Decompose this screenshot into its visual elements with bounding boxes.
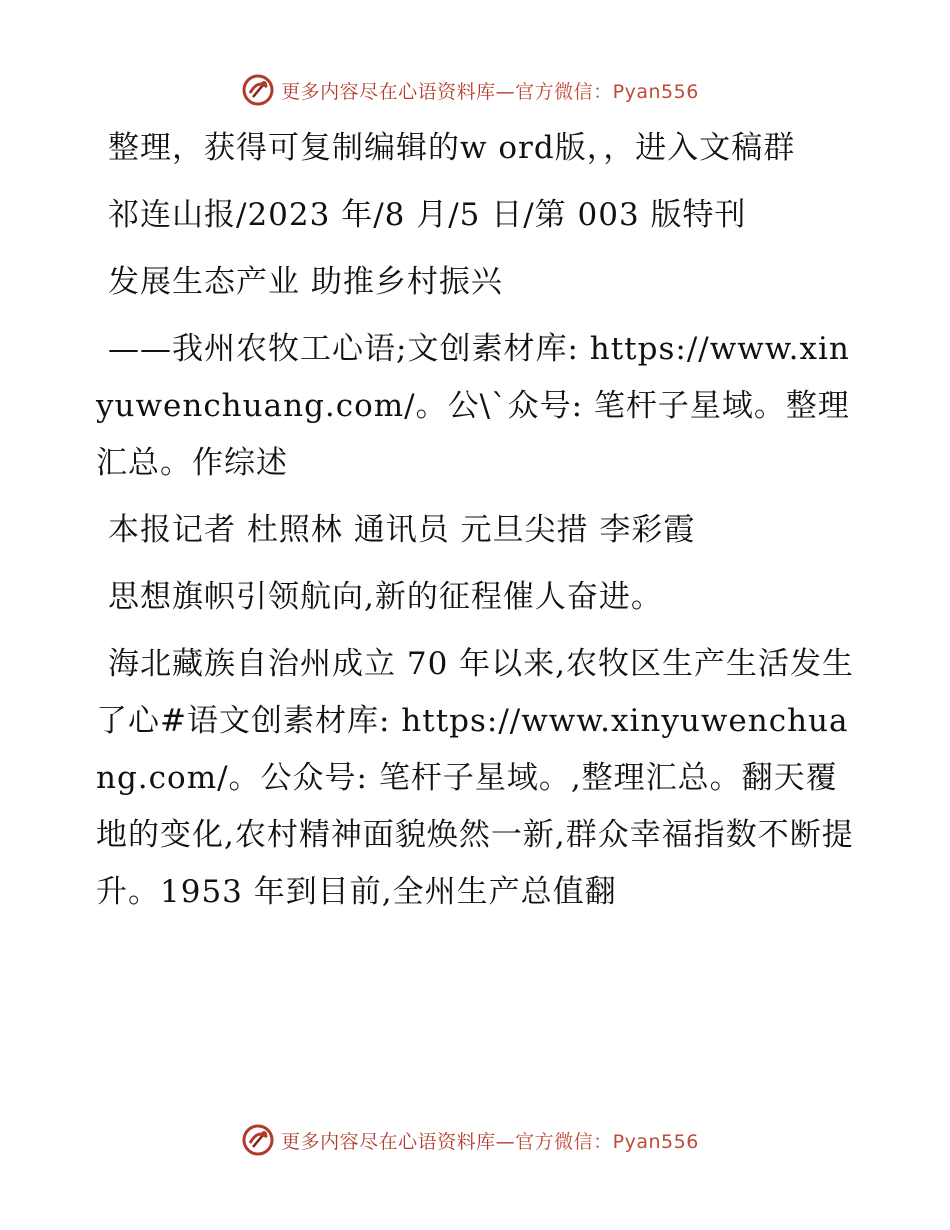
header-watermark-text [281, 77, 699, 104]
header-watermark-wechat: 官方微信：Pyan556 [515, 80, 699, 103]
paragraph-subheadline: ——我州农牧工心语;文创素材库: https://www.xinyuwenchuang.com/。公\`众号: 笔杆子星域。整理汇总。作综述 [96, 331, 850, 481]
footer-watermark-banner [0, 1120, 950, 1160]
header-watermark-banner [0, 70, 950, 110]
logo-icon [241, 1123, 275, 1157]
header-watermark-inner [241, 73, 699, 107]
logo-icon [241, 73, 275, 107]
paragraph-headline: 发展生态产业 助推乡村振兴 [108, 264, 503, 300]
footer-watermark-main: 更多内容尽在心语资料库— [281, 1130, 516, 1153]
header-watermark-main: 更多内容尽在心语资料库— [281, 80, 516, 103]
footer-watermark-wechat: 官方微信：Pyan556 [515, 1130, 699, 1153]
footer-watermark-text [281, 1127, 699, 1154]
document-body [96, 120, 856, 931]
footer-watermark-inner [241, 1123, 699, 1157]
paragraph-source-line: 祁连山报/2023 年/8 月/5 日/第 003 版特刊 [108, 197, 747, 233]
paragraph-lead: 思想旗帜引领航向,新的征程催人奋进。 [108, 579, 663, 615]
paragraph-body: 海北藏族自治州成立 70 年以来,农牧区生产生活发生了心#语文创素材库: https://www.xinyuwenchuang.com/。公众号: 笔杆子星域。,整理汇总。翻天覆地的变化,农村精神面貌焕然一新,群众幸福指数不断提升。1953 年到目前,全州生产总值翻 [96, 646, 855, 910]
paragraph-byline: 本报记者 杜照林 通讯员 元旦尖措 李彩霞 [108, 512, 696, 548]
paragraph-intro: 整理，获得可复制编辑的w ord版，，进入文稿群 [108, 130, 796, 166]
